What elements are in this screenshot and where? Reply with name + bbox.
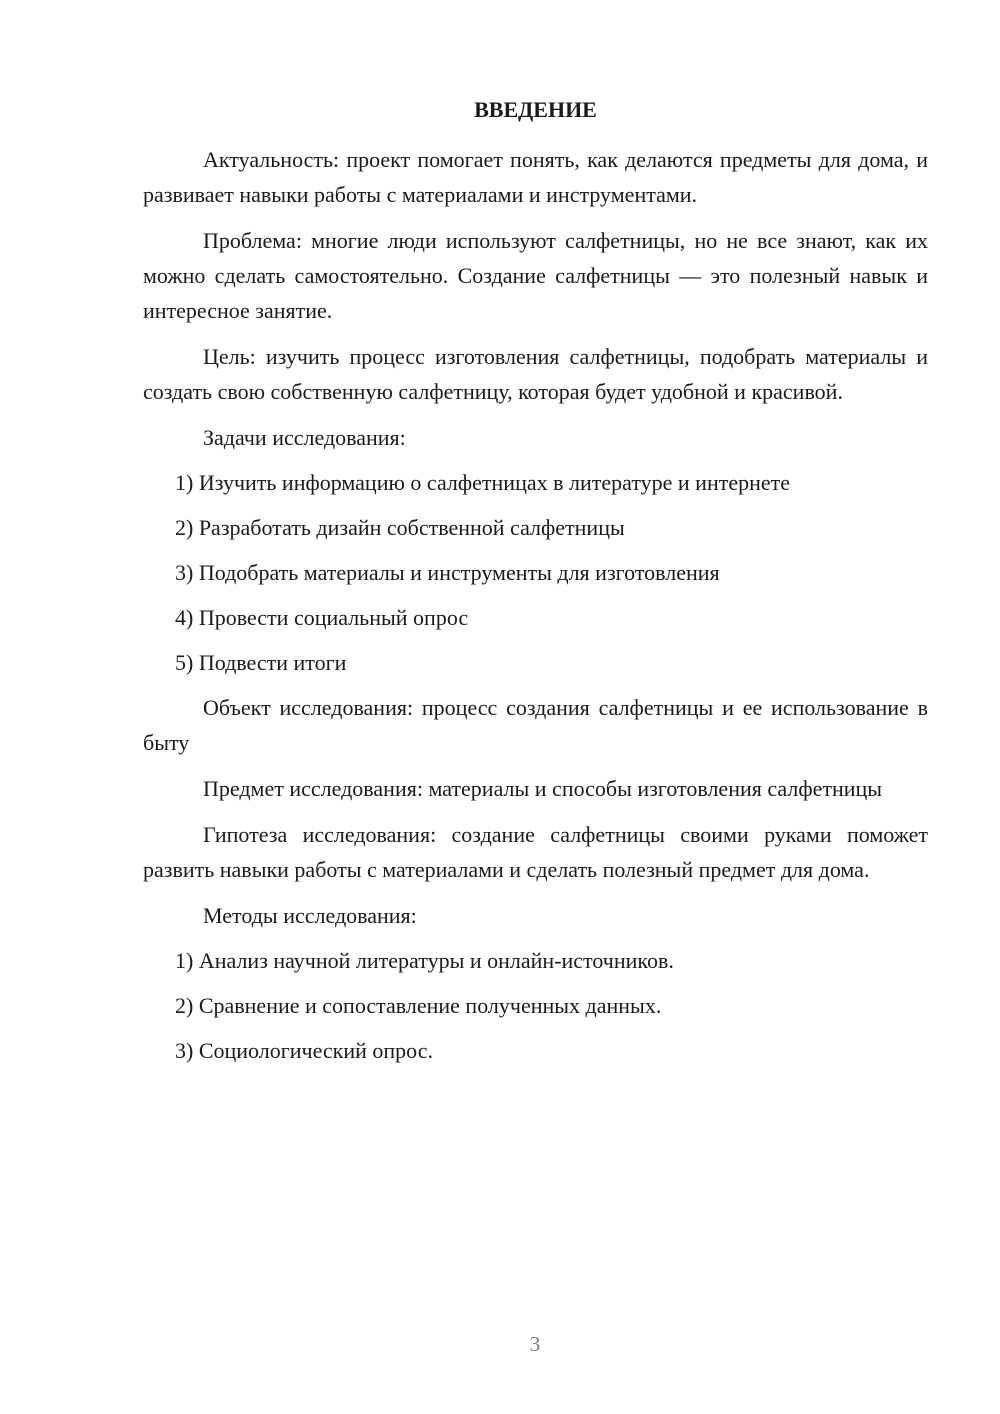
list-item: 4) Провести социальный опрос bbox=[175, 605, 469, 630]
list-item: 3) Подобрать материалы и инструменты для изготовления bbox=[175, 560, 720, 585]
tasks-heading: Задачи исследования: bbox=[203, 425, 406, 450]
section-title: ВВЕДЕНИЕ bbox=[474, 97, 597, 122]
list-item: 5) Подвести итоги bbox=[175, 650, 347, 675]
list-item: 2) Сравнение и сопоставление полученных данных. bbox=[175, 993, 662, 1018]
tasks-list bbox=[143, 465, 928, 680]
methods-heading: Методы исследования: bbox=[203, 903, 417, 928]
subject-paragraph: Предмет исследования: материалы и способы изготовления салфетницы bbox=[203, 776, 883, 801]
list-item: 2) Разработать дизайн собственной салфетницы bbox=[175, 515, 625, 540]
relevance-paragraph: Актуальность: проект помогает понять, как делаются предметы для дома, и развивает навыки работы с материалами и инструментами. bbox=[143, 147, 928, 207]
problem-paragraph: Проблема: многие люди используют салфетницы, но не все знают, как их можно сделать самостоятельно. Создание салфетницы — это полезный навык и интересное занятие. bbox=[143, 228, 928, 323]
list-item: 1) Изучить информацию о салфетницах в литературе и интернете bbox=[175, 470, 791, 495]
document-page bbox=[143, 92, 928, 1078]
list-item: 3) Социологический опрос. bbox=[175, 1038, 433, 1063]
goal-paragraph: Цель: изучить процесс изготовления салфетницы, подобрать материалы и создать свою собственную салфетницу, которая будет удобной и красивой. bbox=[143, 344, 928, 404]
list-item: 1) Анализ научной литературы и онлайн-источников. bbox=[175, 948, 674, 973]
object-paragraph: Объект исследования: процесс создания салфетницы и ее использование в быту bbox=[143, 695, 928, 755]
hypothesis-paragraph: Гипотеза исследования: создание салфетницы своими руками поможет развить навыки работы с материалами и сделать полезный предмет для дома. bbox=[143, 822, 928, 882]
page-number: 3 bbox=[529, 1332, 541, 1356]
methods-list bbox=[143, 943, 928, 1068]
